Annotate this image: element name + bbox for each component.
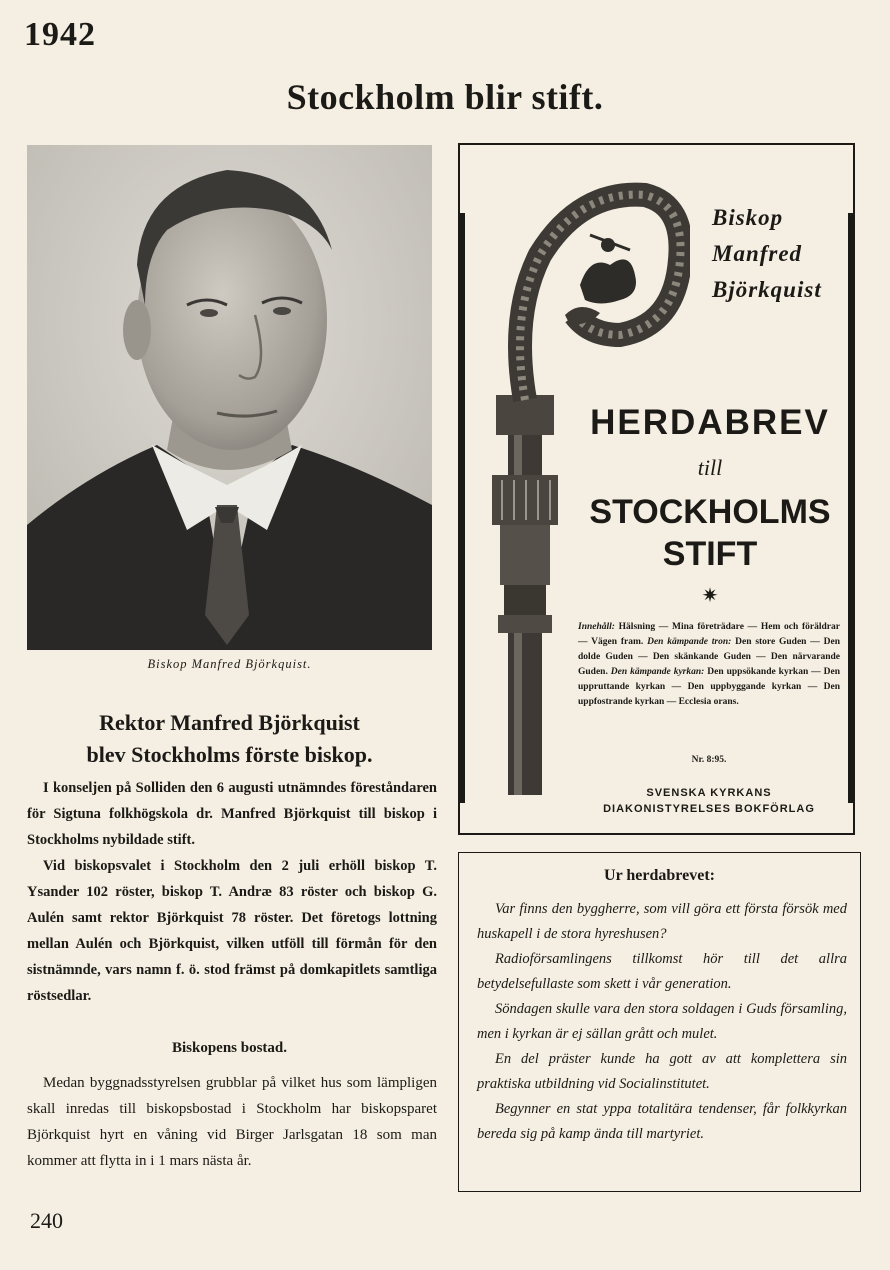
quotes-title: Ur herdabrevet: bbox=[604, 867, 715, 884]
ad-till: till bbox=[697, 455, 723, 480]
ad-subtitle bbox=[570, 491, 850, 575]
contents-label-3: Den kämpande kyrkan: bbox=[610, 667, 705, 677]
ad-publisher bbox=[578, 785, 840, 817]
ad-contents bbox=[578, 620, 840, 710]
page-headline: Stockholm blir stift. bbox=[286, 77, 604, 117]
ad-subtitle-line-2: STIFT bbox=[662, 535, 758, 573]
article-subheading: Biskopens bostad. bbox=[171, 1040, 288, 1056]
contents-part-1: Hälsning — Mina företrädare — Hem och föräldrar — Vägen fram. bbox=[578, 622, 840, 647]
photo-caption: Biskop Manfred Björkquist. bbox=[147, 657, 312, 671]
ad-publisher-line-1: SVENSKA KYRKANS bbox=[646, 787, 772, 799]
contents-part-3: Den uppsökande kyrkan — Den uppruttande kyrkan — Den uppbyggande kyrkan — Den uppfostrande kyrkan — Ecclesia orans. bbox=[578, 667, 840, 707]
page-number: 240 bbox=[30, 1208, 63, 1233]
article-title bbox=[27, 707, 432, 771]
ad-subtitle-line-1: STOCKHOLMS bbox=[589, 493, 831, 531]
article-title-line-2: blev Stockholms förste biskop. bbox=[86, 742, 373, 767]
ad-bishop-name bbox=[712, 200, 822, 308]
portrait-illustration bbox=[27, 145, 432, 650]
quote-4: En del präster kunde ha gott av att komplettera sin praktiska utbildning vid Socialinstitutet. bbox=[477, 1051, 847, 1092]
ad-bishop-line-3: Björkquist bbox=[712, 277, 822, 302]
herdabrev-advertisement bbox=[458, 143, 855, 835]
ad-catalog-number: Nr. 8:95. bbox=[691, 755, 727, 765]
quote-3: Söndagen skulle vara den stora soldagen i Guds församling, men i kyrkan är ej sällan grått och mulet. bbox=[477, 1001, 847, 1042]
quote-2: Radioförsamlingens tillkomst hör till det allra betydelsefullaste som skett i vår generation. bbox=[477, 951, 847, 992]
ad-border-bar-left bbox=[460, 213, 465, 803]
quote-5: Begynner en stat yppa totalitära tendenser, får folkkyrkan bereda sig på kamp ända till martyriet. bbox=[477, 1101, 847, 1142]
star-ornament-icon: ✷ bbox=[701, 585, 719, 607]
ad-title: HERDABREV bbox=[590, 403, 830, 442]
ad-bishop-line-2: Manfred bbox=[712, 241, 803, 266]
article-paragraph-3: Medan byggnadsstyrelsen grubblar på vilket hus som lämpligen skall inredas till biskopsbostad i Stockholm har biskopsparet Björkquist hyrt en våning vid Birger Jarlsgatan 18 som man kommer att flytta in i 1 mars nästa år. bbox=[27, 1075, 437, 1169]
contents-label: Innehåll: bbox=[578, 622, 615, 632]
ad-publisher-line-2: DIAKONISTYRELSES BOKFÖRLAG bbox=[603, 803, 815, 815]
quotes-body bbox=[477, 897, 847, 1147]
contents-label-2: Den kämpande tron: bbox=[647, 637, 732, 647]
year-heading: 1942 bbox=[24, 16, 96, 53]
portrait-photo bbox=[27, 145, 432, 650]
quotes-box bbox=[458, 852, 861, 1192]
article-title-line-1: Rektor Manfred Björkquist bbox=[99, 710, 360, 735]
article-paragraph-2: Vid biskopsvalet i Stockholm den 2 juli erhöll biskop T. Ysander 102 röster, biskop T. Andræ 83 röster och biskop G. Aulén samt rektor Björkquist 78 röster. Det företogs lottning mellan Aulén och Björkquist, vilken utföll till förmån för den sistnämnde, vars namn f. ö. stod främst på domkapitlets samtliga röstsedlar. bbox=[27, 858, 437, 1004]
ad-bishop-line-1: Biskop bbox=[712, 205, 784, 230]
contents-part-2: Den store Guden — Den dolde Guden — Den skänkande Guden — Den närvarande Guden. bbox=[578, 637, 840, 677]
quote-1: Var finns den byggherre, som vill göra ett första försök med huskapell i de stora hyreshusen? bbox=[477, 901, 847, 942]
article-paragraph-1: I konseljen på Solliden den 6 augusti utnämndes föreståndaren för Sigtuna folkhögskola dr. Manfred Björkquist till biskop i Stockholms nybildade stift. bbox=[27, 780, 437, 848]
